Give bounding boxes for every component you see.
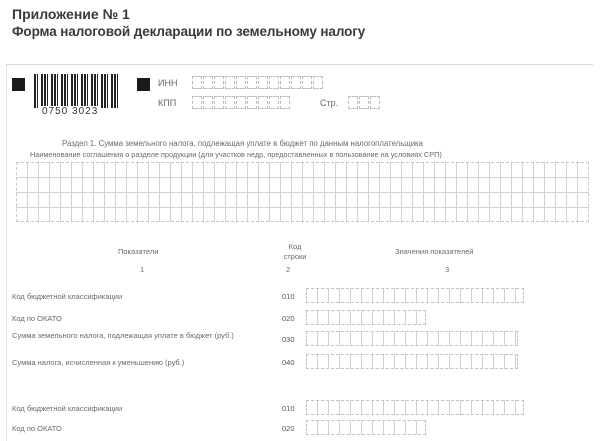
agreement-name-grid[interactable]	[16, 162, 589, 222]
row-label: Код по ОКАТО	[12, 424, 62, 433]
okato-field[interactable]	[306, 420, 426, 435]
okato-field[interactable]	[306, 310, 426, 325]
column-header-line-code: Код строки	[283, 242, 307, 261]
page-title: Приложение № 1	[12, 6, 130, 22]
kbk-field[interactable]	[306, 288, 524, 303]
row-label: Код бюджетной классификации	[12, 404, 123, 413]
section-title: Раздел 1. Сумма земельного налога, подлежащая уплате в бюджет по данным налогоплательщика	[62, 139, 423, 148]
registration-mark-icon	[12, 78, 25, 91]
row-label: Код бюджетной классификации	[12, 292, 123, 301]
column-header-indicators: Показатели	[118, 247, 159, 256]
inn-label: ИНН	[158, 78, 178, 88]
row-code: 020	[282, 424, 295, 433]
row-label: Код по ОКАТО	[12, 314, 62, 323]
row-code: 030	[282, 335, 295, 344]
row-code: 020	[282, 314, 295, 323]
kpp-field[interactable]	[192, 96, 291, 109]
column-number-1: 1	[140, 265, 145, 274]
page-number-label: Стр.	[320, 98, 339, 108]
page-subtitle: Форма налоговой декларации по земельному налогу	[12, 24, 366, 39]
row-code: 010	[282, 292, 295, 301]
tax-reduction-field[interactable]	[306, 354, 518, 369]
kbk-field[interactable]	[306, 400, 524, 415]
page-number-field[interactable]	[348, 96, 381, 109]
row-label: Сумма земельного налога, подлежащая уплате в бюджет (руб.)	[12, 331, 234, 340]
column-number-2: 2	[286, 265, 291, 274]
column-number-3: 3	[445, 265, 450, 274]
registration-mark-icon	[137, 78, 150, 91]
barcode-number: 0750 3023	[42, 106, 99, 117]
tax-payable-field[interactable]	[306, 331, 518, 346]
row-code: 010	[282, 404, 295, 413]
barcode-icon	[34, 74, 118, 108]
section-subtitle: Наименование соглашения о разделе продукции (для участков недр, предоставленных в пользование на условиях СРП)	[30, 150, 442, 159]
row-label: Сумма налога, исчисленная к уменьшению (руб.)	[12, 358, 185, 367]
column-header-values: Значения показателей	[395, 247, 474, 256]
kpp-label: КПП	[158, 98, 177, 108]
row-code: 040	[282, 358, 295, 367]
inn-field[interactable]	[192, 76, 324, 89]
